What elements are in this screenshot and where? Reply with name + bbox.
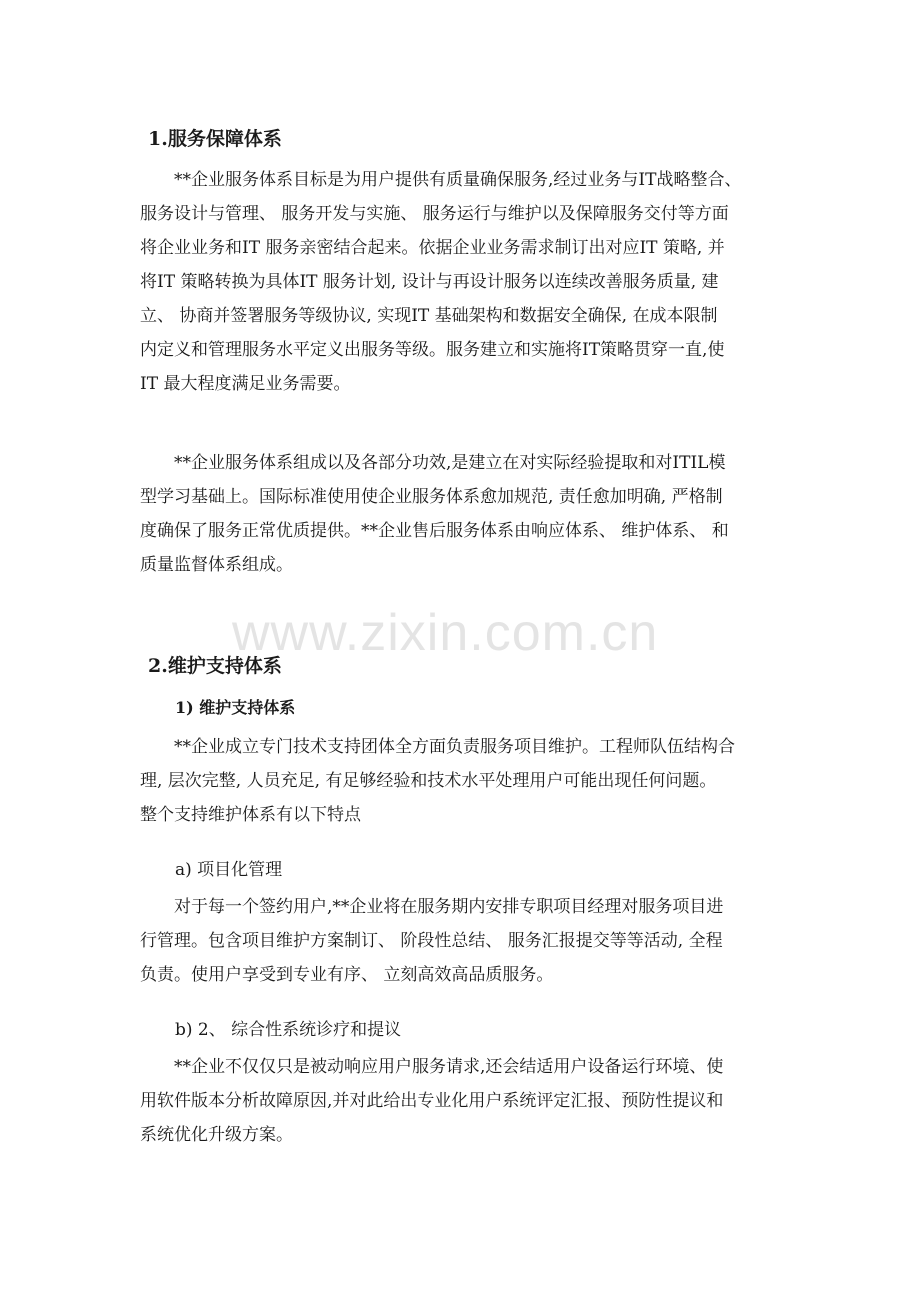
paragraph-line: 行管理。包含项目维护方案制订、 阶段性总结、 服务汇报提交等等活动, 全程 [140,931,723,951]
section-2-paragraph-1 [140,730,790,832]
item-b-paragraph [140,1050,790,1152]
paragraph-line: 对于每一个签约用户,**企业将在服务期内安排专职项目经理对服务项目进 [174,897,724,917]
list-item-a: a) 项目化管理 [175,860,283,880]
paragraph-line: 系统优化升级方案。 [140,1125,293,1145]
section-1-heading: 1.服务保障体系 [148,128,282,150]
paragraph-line: 立、 协商并签署服务等级协议, 实现IT 基础架构和数据安全确保, 在成本限制 [140,306,718,326]
paragraph-line: 理, 层次完整, 人员充足, 有足够经验和技术水平处理用户可能出现任何问题。 [140,771,717,791]
site-watermark: www.zixin.com.cn [232,604,659,662]
section-2-heading: 2.维护支持体系 [148,655,282,677]
section-1-paragraph-2 [140,446,790,582]
list-item-b: b) 2、 综合性系统诊疗和提议 [175,1020,402,1040]
paragraph-line: 型学习基础上。国际标准使用使企业服务体系愈加规范, 责任愈加明确, 严格制 [140,487,723,507]
subsection-1-heading: 1) 维护支持体系 [175,698,296,717]
paragraph-line: IT 最大程度满足业务需要。 [140,374,351,394]
paragraph-line: 将IT 策略转换为具体IT 服务计划, 设计与再设计服务以连续改善服务质量, 建 [140,272,719,292]
paragraph-line: 质量监督体系组成。 [140,555,293,575]
paragraph-line: **企业成立专门技术支持团体全方面负责服务项目维护。工程师队伍结构合 [174,737,735,757]
item-a-paragraph [140,890,790,992]
paragraph-line: 负责。使用户享受到专业有序、 立刻高效高品质服务。 [140,965,554,985]
section-1-paragraph-1 [140,163,790,401]
paragraph-line: 整个支持维护体系有以下特点 [140,805,361,825]
paragraph-line: **企业服务体系目标是为用户提供有质量确保服务,经过业务与IT战略整合、 [174,170,742,190]
paragraph-line: **企业服务体系组成以及各部分功效,是建立在对实际经验提取和对ITIL模 [174,453,726,473]
paragraph-line: 将企业业务和IT 服务亲密结合起来。依据企业业务需求制订出对应IT 策略, 并 [140,238,725,258]
paragraph-line: 度确保了服务正常优质提供。**企业售后服务体系由响应体系、 维护体系、 和 [140,521,729,541]
paragraph-line: 内定义和管理服务水平定义出服务等级。服务建立和实施将IT策略贯穿一直,使 [140,340,725,360]
paragraph-line: 服务设计与管理、 服务开发与实施、 服务运行与维护以及保障服务交付等方面 [140,204,729,224]
paragraph-line: 用软件版本分析故障原因,并对此给出专业化用户系统评定汇报、预防性提议和 [140,1091,724,1111]
paragraph-line: **企业不仅仅只是被动响应用户服务请求,还会结适用户设备运行环境、使 [174,1057,724,1077]
